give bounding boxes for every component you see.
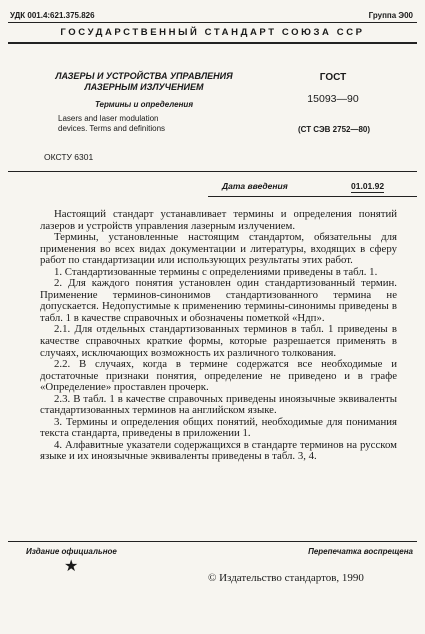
title-line-1: ЛАЗЕРЫ И УСТРОЙСТВА УПРАВЛЕНИЯ: [55, 71, 233, 81]
udk-code: УДК 001.4:621.375.826: [10, 11, 95, 20]
paragraph-2: 2. Для каждого понятия установлен один стандартизованный термин. Применение терминов-синонимов стандартизованного термина не допускается. Недопустимые к применению термины-синонимы приведены в табл. 1 в качестве справочных и обозначены пометкой «Ндп».: [40, 277, 397, 324]
body-text: [40, 209, 397, 463]
standard-banner: ГОСУДАРСТВЕННЫЙ СТАНДАРТ СОЮЗА ССР: [60, 27, 365, 38]
reprint-notice: Перепечатка воспрещена: [308, 547, 413, 556]
paragraph-4: 4. Алфавитные указатели содержащихся в стандарте терминов на русском языке и их иноязычные эквиваленты приведены в табл. 3, 4.: [40, 438, 397, 463]
footer-rule: [8, 541, 417, 542]
paragraph-3: 3. Термины и определения общих понятий, необходимые для понимания текста стандарта, приведены в приложении 1.: [40, 415, 397, 440]
paragraph-2-2: 2.2. В случаях, когда в термине содержатся все необходимые и достаточные признаки понятия, определение не приведено и в графе «Определение» проставлен прочерк.: [40, 358, 397, 394]
cmea-reference: (СТ СЭВ 2752—80): [297, 125, 371, 134]
header-bottom-rule: [8, 171, 417, 172]
paragraph-2-1: 2.1. Для отдельных стандартизованных терминов в табл. 1 приведены в качестве справочных краткие формы, которые разрешается применять в случаях, исключающих возможность их различного толкования.: [40, 323, 397, 359]
english-title-line-1: Lasers and laser modulation: [58, 114, 159, 123]
gost-label: ГОСТ: [319, 72, 347, 83]
paragraph-terms: Термины, установленные настоящим стандартом, обязательны для применения во всех видах документации и литературы, входящих в сферу работ по стандартизации или использующих результаты этих работ.: [40, 231, 397, 267]
paragraph-1: 1. Стандартизованные термины с определениями приведены в табл. 1.: [54, 265, 378, 278]
english-title: [58, 114, 165, 134]
gost-number: 15093—90: [307, 93, 359, 105]
title-block: [44, 71, 244, 109]
banner-rule: [8, 42, 417, 44]
top-rule: [8, 22, 417, 23]
title-line-2: ЛАЗЕРНЫМ ИЗЛУЧЕНИЕМ: [84, 82, 204, 92]
date-rule: [208, 196, 417, 197]
english-title-line-2: devices. Terms and definitions: [58, 124, 166, 133]
title-subtitle: Термины и определения: [94, 100, 194, 109]
effective-date-label: Дата введения: [222, 181, 288, 191]
official-edition: Издание официальное: [26, 547, 117, 556]
paragraph-intro: Настоящий стандарт устанавливает термины и определения понятий лазеров и устройств управления лазерным излучением.: [40, 208, 397, 232]
star-icon: ★: [64, 556, 79, 575]
effective-date-value: 01.01.92: [351, 181, 385, 191]
copyright: © Издательство стандартов, 1990: [208, 572, 364, 584]
group-code: Группа Э00: [368, 11, 413, 20]
okstu-code: ОКСТУ 6301: [44, 152, 94, 162]
paragraph-2-3: 2.3. В табл. 1 в качестве справочных приведены иноязычные эквиваленты стандартизованных терминов на английском языке.: [40, 392, 397, 417]
